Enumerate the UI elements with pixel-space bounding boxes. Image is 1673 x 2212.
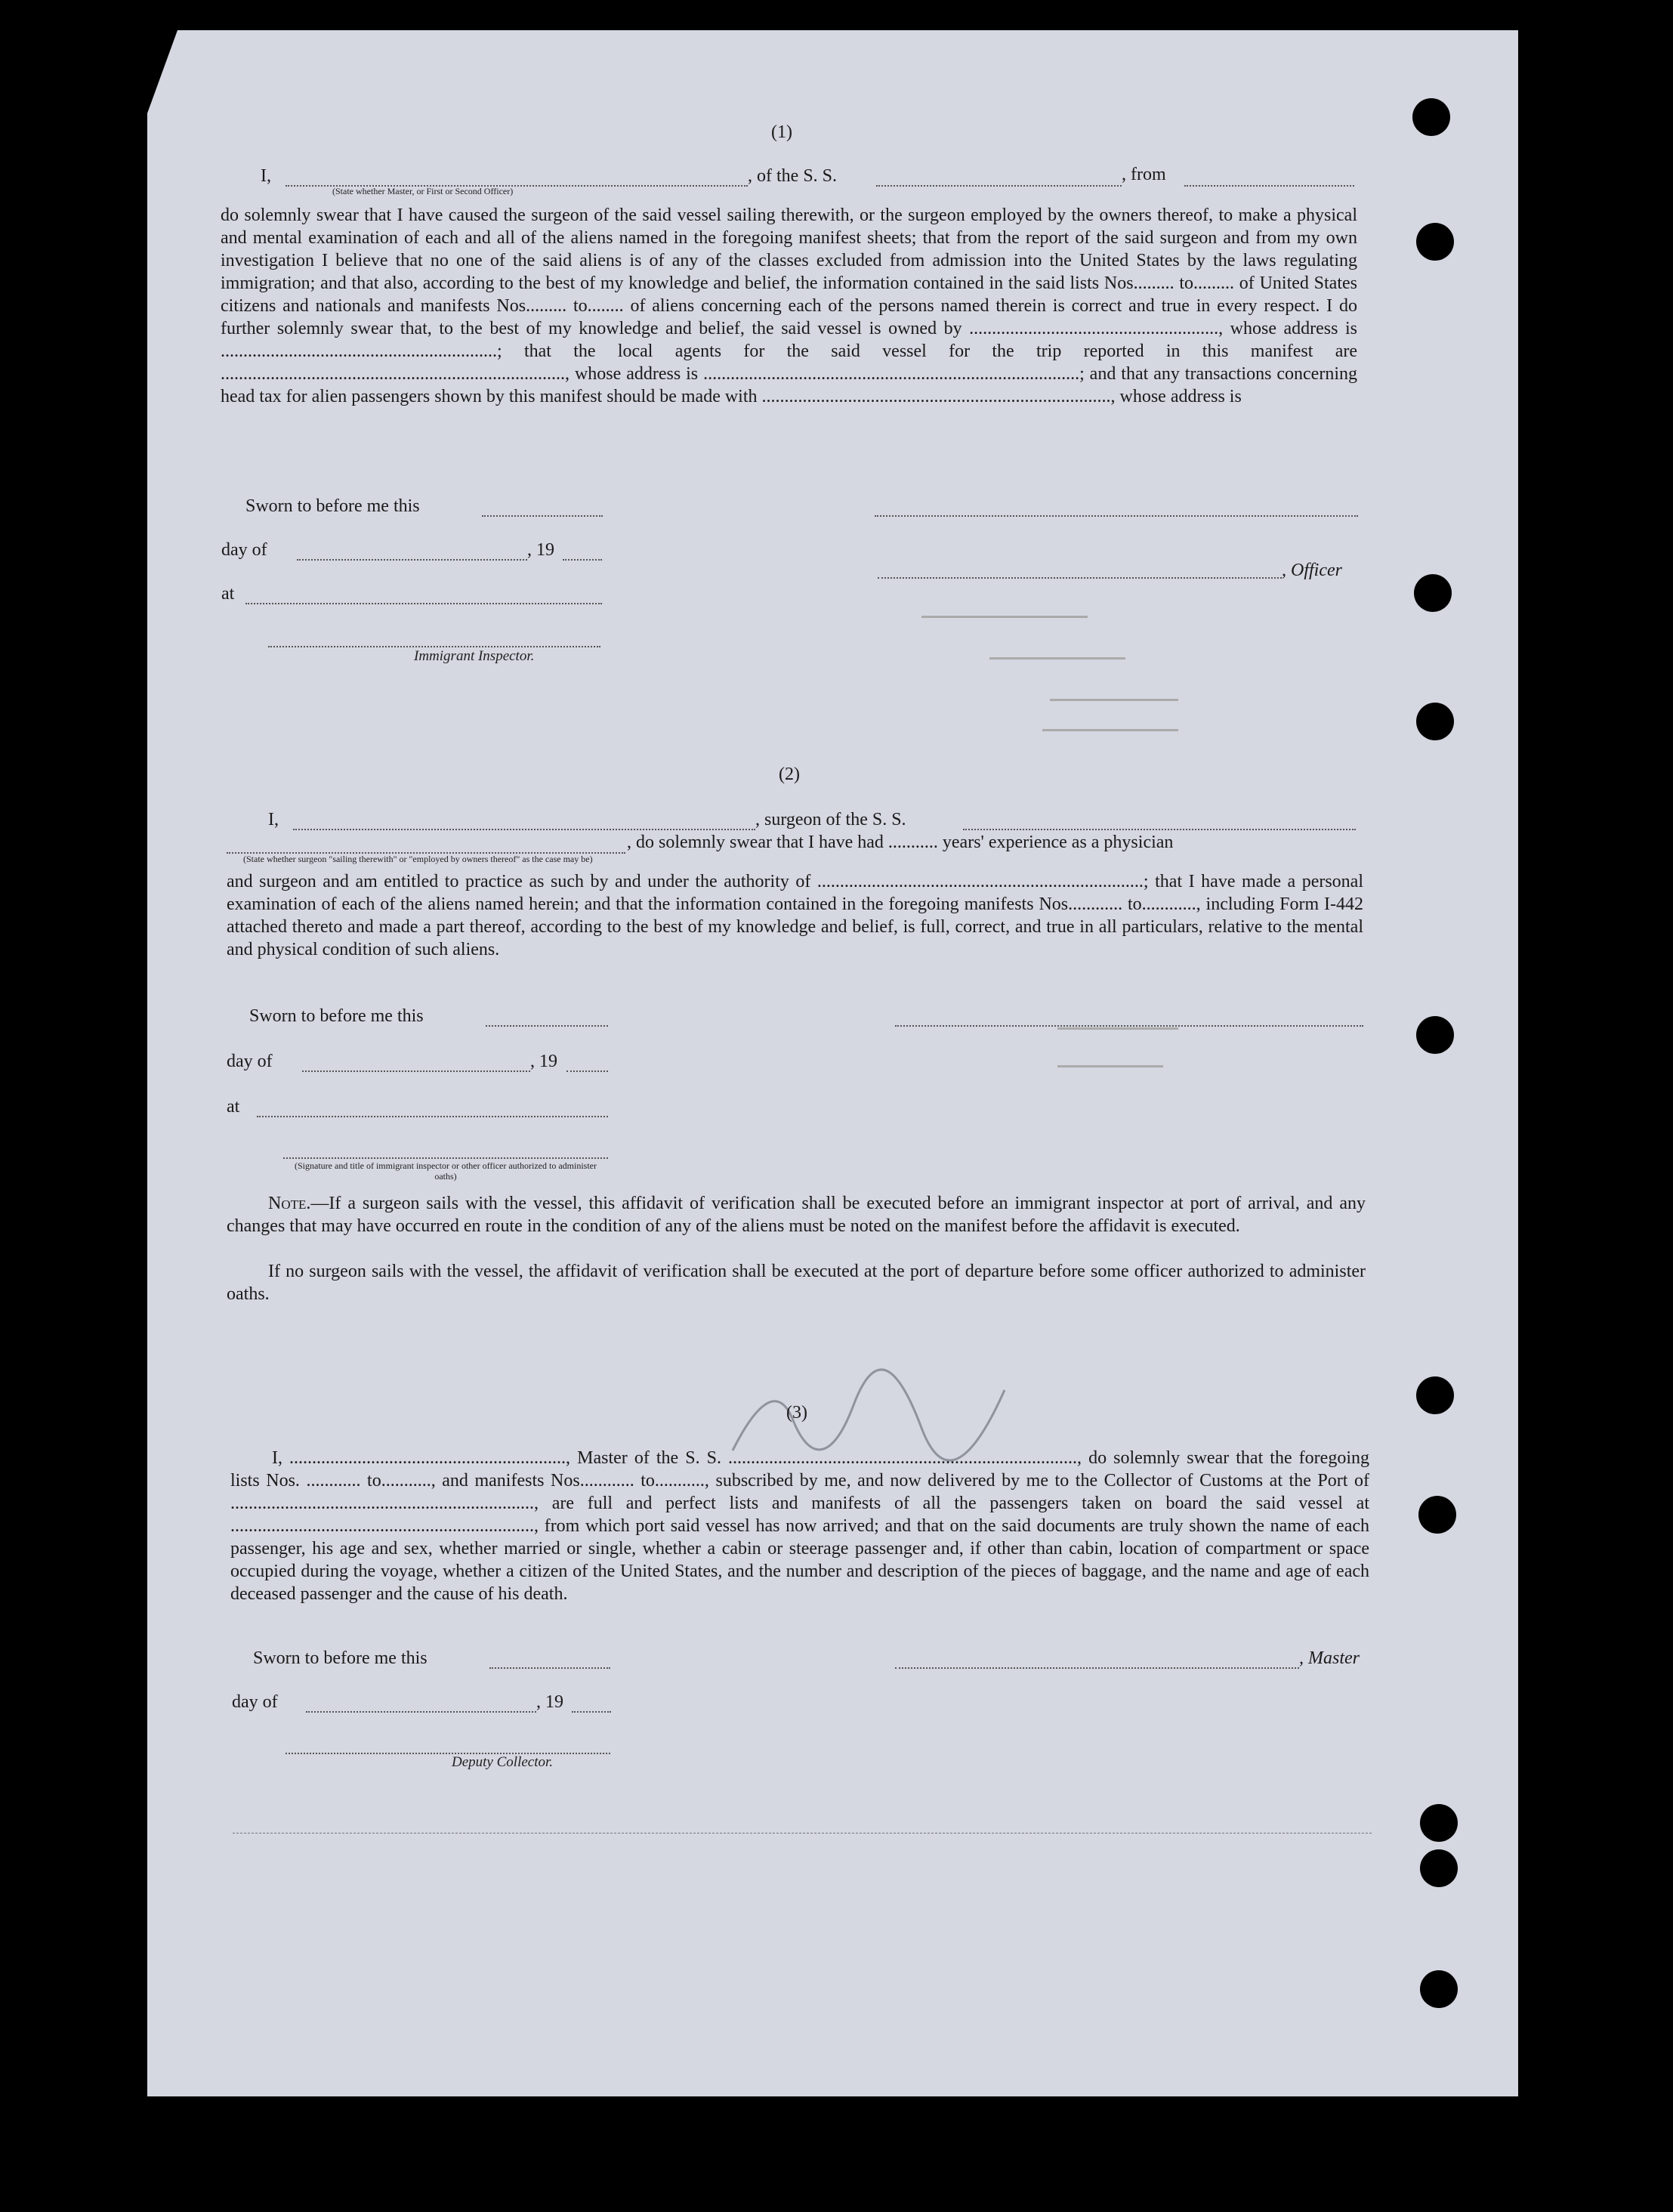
section2-sig-caption: (Signature and title of immigrant inspector or other officer authorized to administer oaths) [295, 1160, 597, 1182]
section2-year: , 19 [530, 1052, 557, 1071]
bleed-mark [989, 657, 1125, 660]
blank-line [1184, 184, 1354, 187]
section1-day-of: day of [221, 540, 267, 560]
blank-line [566, 1069, 608, 1072]
note-label: Note. [268, 1194, 311, 1213]
blank-line [297, 558, 527, 561]
punch-hole [1414, 574, 1452, 612]
torn-corner [147, 30, 177, 113]
section3-collector: Deputy Collector. [452, 1754, 554, 1770]
section2-line1-mid: , surgeon of the S. S. [755, 810, 906, 830]
blank-line [293, 827, 755, 830]
section1-at: at [221, 584, 235, 604]
blank-line [876, 184, 1122, 187]
blank-line [482, 514, 603, 517]
section1-sworn: Sworn to before me this [245, 496, 420, 516]
section1-officer: , Officer [1282, 561, 1342, 580]
section2-number: (2) [779, 765, 800, 784]
punch-hole [1412, 98, 1450, 136]
punch-hole [1416, 1376, 1454, 1414]
signature-line [895, 1666, 1299, 1669]
signature-line [283, 1156, 608, 1159]
section2-line2: , do solemnly swear that I have had ........... years' experience as a physician [627, 833, 1174, 852]
signature-line [268, 644, 600, 647]
punch-hole [1416, 703, 1454, 740]
section3-sworn: Sworn to before me this [253, 1648, 428, 1668]
bleed-mark [1050, 699, 1178, 701]
bleed-mark [1057, 1065, 1163, 1067]
section1-line1-prefix: I, [261, 166, 271, 186]
punch-hole [1416, 223, 1454, 261]
section1-caption: (State whether Master, or First or Second Officer) [332, 186, 514, 196]
punch-hole [1420, 1970, 1458, 2008]
signature-line [875, 514, 1358, 517]
blank-line [486, 1024, 608, 1027]
section2-at: at [227, 1097, 240, 1117]
section3-body: I, ............................................................., Master of the S. S. ............................................................................., do solemnly swear that the foregoing lists Nos. ............ to..........., and manifests Nos............ to..........., subscribed by me, and now delivered by me to the Collector of Customs at the Port of ..................................................................., are full and perfect lists and manifests of all the passengers taken on board the said vessel at ..................................................................., from which port said vessel has now arrived; and that on the said documents are truly shown the name of each passenger, his age and sex, whether married or single, whether a cabin or steerage passenger and, if other than cabin, location of compartment or space occupied during the voyage, whether a citizen of the United States, and the number and description of the pieces of baggage, and the name and age of each deceased passenger and the cause of his death. [230, 1448, 1369, 1604]
blank-line [572, 1710, 611, 1713]
section1-number: (1) [771, 122, 792, 142]
blank-line [306, 1710, 536, 1713]
note-text: —If a surgeon sails with the vessel, this affidavit of verification shall be executed before an immigrant inspector at port of arrival, and any changes that may have occurred en route in the condition of any of the aliens must be noted on the manifest before the affidavit is executed. [227, 1194, 1366, 1236]
punch-hole [1420, 1804, 1458, 1842]
blank-line [257, 1114, 608, 1117]
punch-hole [1416, 1016, 1454, 1054]
section1-line1-mid: , of the S. S. [748, 166, 838, 186]
section3-number: (3) [786, 1403, 807, 1423]
section3-master: , Master [1299, 1648, 1360, 1668]
section2-sworn: Sworn to before me this [249, 1006, 424, 1026]
section1-inspector: Immigrant Inspector. [414, 648, 535, 664]
section2-day-of: day of [227, 1052, 273, 1071]
blank-line [245, 601, 602, 604]
punch-hole [1418, 1496, 1456, 1534]
section2-note [227, 1192, 1366, 1237]
bleed-mark [1057, 1027, 1178, 1030]
signature-line [286, 1751, 610, 1754]
section1-year: , 19 [527, 540, 554, 560]
section1-body: do solemnly swear that I have caused the surgeon of the said vessel sailing therewith, or the surgeon employed by the owners thereof, to make a physical and mental examination of each and all of the aliens named in the foregoing manifest sheets; that from the report of the said surgeon and from my own investigation I believe that no one of the said aliens is of any of the classes excluded from admission into the United States by the laws regulating immigration; and that also, according to the best of my knowledge and belief, the information contained in the said lists Nos......... to......... of United States citizens and nationals and manifests Nos......... to........ of aliens concerning each of the persons named therein is correct and true in every respect. I do further solemnly swear that, to the best of my knowledge and belief, the said vessel is owned by ......................................................., whose address is .............................................................; that the local agents for the said vessel for the trip reported in this manifest are ............................................................................, whose address is ...................................................................................; and that any transactions concerning head tax for alien passengers shown by this manifest should be made with ............................................................................., whose address is [221, 205, 1357, 406]
punch-hole [1420, 1849, 1458, 1887]
signature-line [878, 576, 1282, 579]
section2-line1-prefix: I, [268, 810, 279, 830]
section2-body: and surgeon and am entitled to practice as such by and under the authority of ........................................................................; that I have made a personal examination of each of the aliens named herein; and that the information contained in the foregoing manifests Nos............ to............, including Form I-442 attached thereto and made a part thereof, according to the best of my knowledge and belief, is full, correct, and true in all particulars, relative to the mental and physical condition of such aliens. [227, 872, 1363, 959]
blank-line [963, 827, 1356, 830]
section1-line1-from: , from [1122, 165, 1166, 184]
bottom-rule [233, 1833, 1372, 1834]
bleed-mark [921, 616, 1088, 618]
blank-line [563, 558, 602, 561]
section3-day-of: day of [232, 1692, 278, 1712]
bleed-mark [1042, 729, 1178, 731]
section2-note2: If no surgeon sails with the vessel, the affidavit of verification shall be executed at the port of departure before some officer authorized to administer oaths. [227, 1262, 1366, 1304]
signature-line [895, 1024, 1363, 1027]
section2-caption: (State whether surgeon "sailing therewith" or "employed by owners thereof" as the case may be) [243, 854, 593, 864]
blank-line [302, 1069, 530, 1072]
blank-line [489, 1666, 610, 1669]
section3-year: , 19 [536, 1692, 563, 1712]
